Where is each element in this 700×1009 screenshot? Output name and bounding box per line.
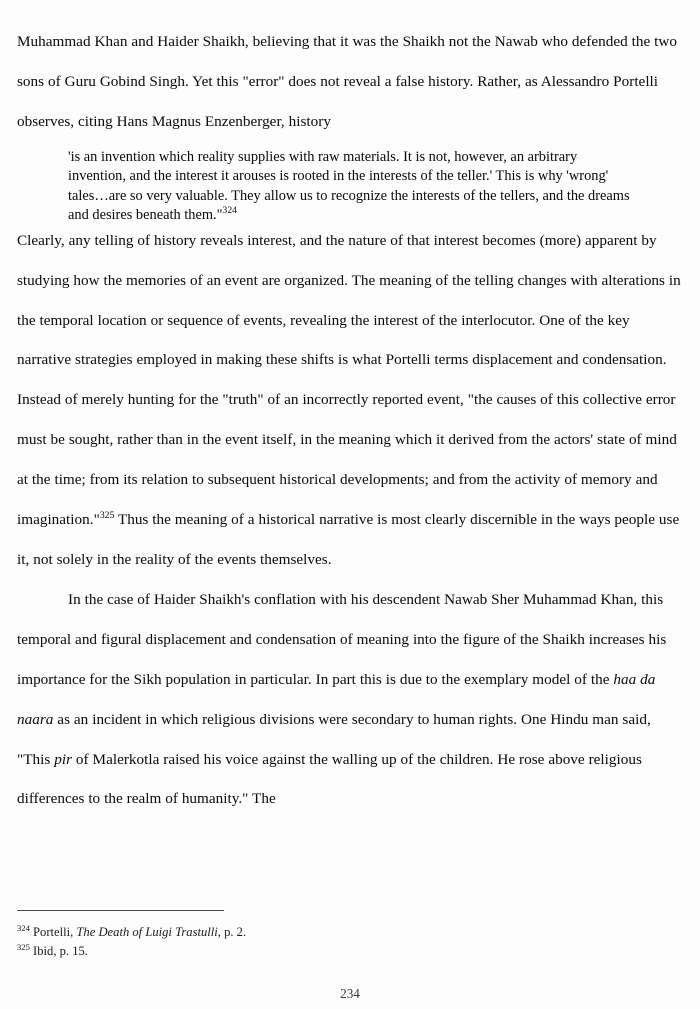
footnote-list [17,923,617,960]
text-run: as an incident in which religious divisions were secondary to human rights. One Hindu man said, "This [17,710,651,768]
text-run: 'is an invention which reality supplies with raw materials. It is not, however, an arbitrary invention, and the interest it arouses is rooted in the interests of the teller.' This is why 'wrong' tales…are so very valuable. They allow us to recognize the interests of the tellers, and the dreams and desires beneath them." [68,149,630,224]
text-run: , p. 2. [217,925,247,939]
footnote-marker: 324 [17,922,30,933]
text-run: Portelli, [29,925,77,939]
block-quote [68,148,638,226]
text-run: Thus the meaning of a historical narrative is most clearly discernible in the ways people use it, not solely in the reality of the events themselves. [17,511,680,568]
footnote-marker: 325 [99,510,115,521]
page-number: 234 [340,986,360,1001]
body-text-block [17,22,686,819]
footnote-marker: 324 [222,205,237,217]
block-quote-text [68,148,638,226]
footnote-marker: 325 [17,941,30,952]
paragraph-1 [17,22,686,142]
text-run: of Malerkotla raised his voice against the walling up of the children. He rose above religious differences to the realm of humanity." The [17,750,642,808]
text-run: Clearly, any telling of history reveals interest, and the nature of that interest becomes (more) apparent by studying how the memories of an event are organized. The meaning of the telling changes with alterations in the temporal location or sequence of events, revealing the interest of the interlocutor. One of the key narrative strategies employed in making these shifts is what Portelli terms displacement and condensation. Instead of merely hunting for the "truth" of an incorrectly reported event, "the causes of this collective error must be sought, rather than in the event itself, in the meaning which it derived from the actors' state of mind at the time; from its relation to subsequent historical developments; and from the activity of memory and imagination." [17,231,681,529]
footnote-separator-rule [17,910,224,911]
paragraph-3 [17,580,686,819]
footnote-325 [17,942,617,961]
footnote-324 [17,923,617,942]
text-run: Muhammad Khan and Haider Shaikh, believing that it was the Shaikh not the Nawab who defended the two sons of Guru Gobind Singh. Yet this "error" does not reveal a false history. Rather, as Alessandro Portelli observes, citing Hans Magnus Enzenberger, history [17,33,677,130]
italic-term: haa da naara [17,670,656,728]
italic-term: pir [54,750,73,768]
italic-term: The Death of Luigi Trastulli [76,925,218,939]
text-run: In the case of Haider Shaikh's conflation with his descendent Nawab Sher Muhammad Khan, this temporal and figural displacement and condensation of meaning into the figure of the Shaikh increases his importance for the Sikh population in particular. In part this is due to the exemplary model of the [17,590,667,688]
paragraph-2 [17,221,686,580]
text-run: Ibid, p. 15. [29,943,88,958]
